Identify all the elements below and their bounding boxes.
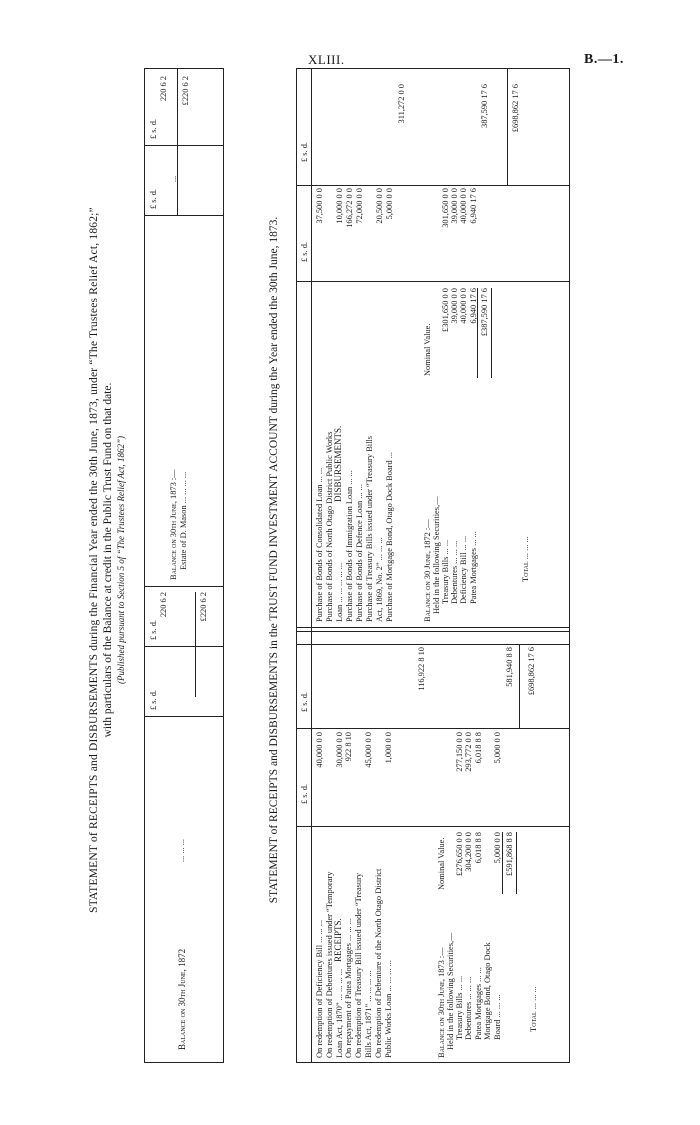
receipt-line: Loan Act, 1870” ... ... ... ... — [334, 968, 344, 1058]
balance-1873-amount: 220 6 2 — [159, 76, 168, 102]
receipt-amount: 30,000 0 0 — [334, 732, 344, 768]
disbursement-amount: 37,500 0 0 — [315, 188, 324, 224]
balance-1873-total: £220 6 2 — [181, 76, 190, 106]
security-name: Deficiency Bill ... ... — [459, 535, 469, 604]
trust-fund-table — [296, 68, 570, 1063]
security-nominal: 39,000 0 0 — [450, 288, 460, 324]
lsd-header: £ s. d. — [149, 118, 158, 139]
disbursements-subtotal: 311,272 0 0 — [397, 84, 406, 124]
security-nominal: 6,940 17 6 — [468, 288, 478, 324]
disbursement-amount: 166,272 0 0 — [345, 188, 354, 228]
security-amount: 39,000 0 0 — [450, 188, 460, 224]
trust-fund-title: STATEMENT of RECEIPTS and DISBURSEMENTS in the TRUST FUND INVESTMENT ACCOUNT during the Year ended the 30th June, 1873. — [268, 216, 280, 904]
disb-nominal-total: £387,590 17 6 — [480, 288, 489, 337]
disb-balance-total: 387,590 17 6 — [480, 84, 489, 128]
receipts-total-label: Total ... ... ... — [529, 986, 538, 1032]
estate-line: Estate of D. Mason ... ... ... ... — [179, 471, 188, 570]
disbursement-line: Loan ... ... ... ... ... — [335, 562, 344, 622]
receipts-balance-total: 581,940 8 8 — [505, 647, 514, 687]
page-number: XLIII. — [308, 52, 345, 67]
receipt-line: On redemption of Debenture of the North Otago District — [373, 868, 383, 1058]
lsd-header: £ s. d. — [149, 689, 158, 710]
disbursement-amount: 72,000 0 0 — [355, 188, 364, 224]
disbursement-amount: 5,000 0 0 — [385, 188, 394, 220]
receipt-amount: 45,000 0 0 — [364, 732, 373, 768]
security-nominal: 304,200 0 0 — [464, 832, 474, 872]
receipts-balance-label: Balance on 30th June, 1873 :— — [437, 947, 446, 1058]
lsd-header: £ s. d. — [300, 241, 309, 262]
security-name: Treasury Bills ... ... — [455, 975, 464, 1040]
security-nominal: 40,000 0 0 — [459, 288, 469, 324]
lsd-header: £ s. d. — [300, 783, 309, 804]
receipt-line: Public Works Loan ... ... ... ... — [383, 960, 393, 1058]
disbursement-amount: 20,500 0 0 — [375, 188, 384, 224]
disbursement-line: Purchase of Treasury Bills issued under “Treasury Bills — [365, 435, 374, 622]
balance-1872-amount: 220 6 2 — [159, 592, 168, 618]
nominal-value-heading: Nominal Value. — [437, 837, 446, 890]
receipt-line: On redemption of Deficiency Bill ... ... ... — [315, 919, 324, 1058]
leader-dots: ... — [169, 175, 178, 182]
security-amount: 6,940 17 6 — [468, 188, 478, 224]
security-nominal: £276,650 0 0 — [455, 832, 464, 876]
statement-title: STATEMENT of RECEIPTS and DISBURSEMENTS during the Financial Year ended the 30th June, 1873, under “The Trustees Relief Act, 1862;” — [88, 207, 100, 913]
leader-dots: ... ... ... — [177, 838, 186, 862]
security-nominal: 5,000 0 0 — [492, 832, 502, 864]
disbursement-line: Act, 1869, No. 2” ... ... ... — [375, 537, 384, 622]
lsd-header: £ s. d. — [300, 691, 309, 712]
receipt-amount: 1,000 0 0 — [383, 732, 393, 764]
disbursement-line: Purchase of Mortgage Bond, Otago Dock Board ... — [385, 451, 394, 622]
balance-1872-label: Balance on 30th June, 1872 — [177, 948, 187, 1050]
disbursement-line: Purchase of Bonds of Consolidated Loan ... ... — [315, 467, 324, 622]
receipts-subtotal: 116,922 8 10 — [417, 647, 426, 691]
disbursement-line: Purchase of Bonds of Immigration Loan ... ... — [345, 470, 354, 622]
nominal-value-heading: Nominal Value. — [423, 323, 432, 376]
receipt-line: On redemption of Treasury Bill issued under “Treasury — [354, 872, 364, 1058]
receipts-total: £698,862 17 6 — [527, 647, 536, 696]
disbursements-heading: DISBURSEMENTS. — [333, 425, 343, 502]
receipt-line: On redemption of Debentures issued under “Temporary — [324, 871, 334, 1058]
receipts-balance-sub: Held in the following Securities,— — [446, 932, 455, 1050]
lsd-header: £ s. d. — [300, 141, 309, 162]
security-amount: 301,650 0 0 — [441, 188, 450, 228]
security-nominal: £301,650 0 0 — [441, 288, 450, 332]
receipt-line: On repayment of Patea Mortgages ... ... ... — [344, 917, 354, 1058]
statement-subtitle: with particulars of the Balance at credit in the Public Trust Fund on that date. — [102, 382, 114, 738]
statement-note: (Published pursuant to Section 5 of “The Trustees Relief Act, 1862”) — [116, 435, 126, 685]
security-name: Treasury Bills ... ... — [441, 539, 450, 604]
receipts-nominal-total: £591,868 8 8 — [505, 832, 514, 876]
receipt-amount: 40,000 0 0 — [315, 732, 324, 768]
disb-balance-label: Balance on 30 June, 1872 :— — [423, 519, 432, 622]
disb-balance-sub: Held in the following Securities,— — [432, 496, 441, 614]
trustees-relief-table — [144, 68, 224, 1063]
lsd-header: £ s. d. — [149, 619, 158, 640]
balance-1872-total: £220 6 2 — [199, 592, 208, 622]
security-amount: 293,772 0 0 — [464, 732, 474, 772]
disbursement-amount: 10,000 0 0 — [335, 188, 344, 224]
security-name: Mortgage Bond, Otago Dock — [483, 942, 493, 1040]
security-amount: 40,000 0 0 — [459, 188, 469, 224]
security-name: Debentures ... ... ... — [464, 976, 474, 1040]
disbursement-line: Purchase of Bonds of Defence Loan ... ... — [355, 484, 364, 622]
security-name: Board ... ... ... — [492, 994, 502, 1040]
receipts-heading: RECEIPTS. — [333, 918, 343, 962]
balance-1873-label: Balance on 30th June, 1873 :— — [169, 469, 178, 580]
paper-reference: B.—1. — [584, 52, 624, 67]
security-name: Patea Mortgages ... ... — [473, 967, 483, 1040]
security-name: Debentures ... ... ... — [450, 540, 460, 604]
security-amount: 6,018 8 8 — [473, 732, 483, 764]
disbursement-line: Purchase of Bonds of North Otago District Public Works — [325, 431, 334, 622]
security-amount: 5,000 0 0 — [492, 732, 502, 764]
security-nominal: 6,018 8 8 — [473, 832, 483, 864]
security-amount: 277,150 0 0 — [455, 732, 464, 772]
receipt-line: Bills Act, 1871” ... ... ... ... — [364, 970, 373, 1058]
disb-total-label: Total ... ... ... — [521, 536, 530, 582]
lsd-header: £ s. d. — [149, 188, 158, 209]
receipt-amount: 922 8 10 — [344, 732, 354, 762]
security-name: Patea Mortgages ... ... — [468, 531, 478, 604]
disb-total: £698,862 17 6 — [511, 84, 520, 133]
